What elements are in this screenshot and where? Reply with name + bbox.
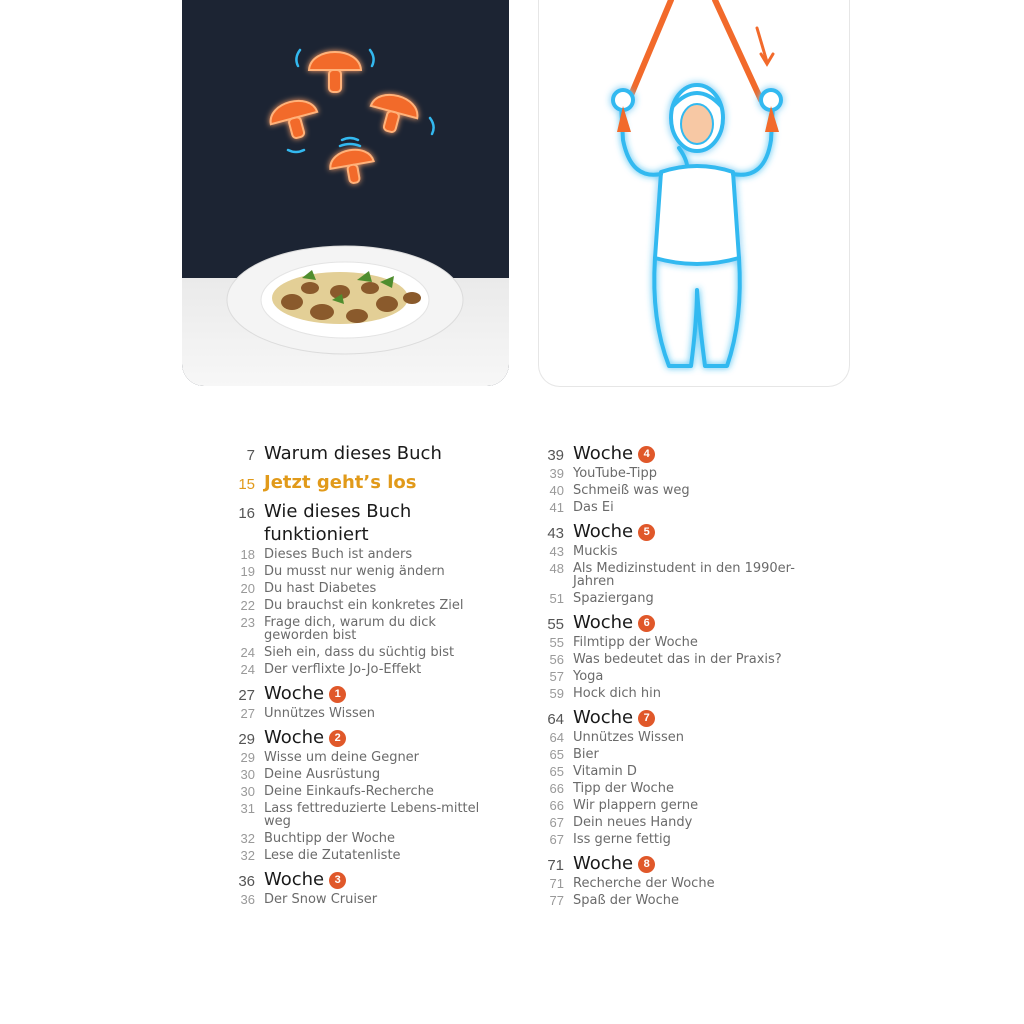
page-number: 59 bbox=[549, 686, 564, 701]
entry-title: Sieh ein, dass du süchtig bist bbox=[264, 645, 455, 660]
toc-subentry bbox=[537, 484, 807, 497]
entry-title: Das Ei bbox=[573, 500, 614, 515]
toc-subentry bbox=[228, 599, 488, 612]
toc-chapter bbox=[228, 868, 488, 891]
toc-chapter bbox=[228, 471, 488, 494]
week-number-badge: 6 bbox=[638, 615, 655, 632]
entry-title: Was bedeutet das in der Praxis? bbox=[573, 652, 782, 667]
toc-chapter bbox=[537, 520, 807, 543]
entry-title: Lass fettreduzierte Lebens-mittel weg bbox=[264, 801, 480, 829]
page-number: 20 bbox=[240, 581, 255, 596]
toc-subentry bbox=[228, 849, 488, 862]
toc-subentry bbox=[228, 616, 488, 642]
week-number-badge: 5 bbox=[638, 524, 655, 541]
risotto-photo bbox=[182, 0, 509, 386]
entry-title: Du musst nur wenig ändern bbox=[264, 564, 445, 579]
page-number: 71 bbox=[547, 857, 564, 874]
toc-subentry bbox=[228, 548, 488, 561]
entry-title: Deine Ausrüstung bbox=[264, 767, 381, 782]
toc-chapter bbox=[228, 682, 488, 705]
week-number-badge: 8 bbox=[638, 856, 655, 873]
toc-subentry bbox=[537, 670, 807, 683]
page-number: 29 bbox=[238, 731, 255, 748]
page-number: 71 bbox=[549, 876, 564, 891]
page-number: 27 bbox=[238, 687, 255, 704]
page-number: 29 bbox=[240, 750, 255, 765]
toc-subentry bbox=[537, 562, 807, 588]
page-number: 43 bbox=[547, 525, 564, 542]
entry-title: Dieses Buch ist anders bbox=[264, 547, 413, 562]
entry-title: Warum dieses Buch bbox=[264, 443, 442, 464]
page-number: 67 bbox=[549, 832, 564, 847]
toc-subentry bbox=[537, 731, 807, 744]
toc-subentry bbox=[537, 545, 807, 558]
toc-subentry bbox=[228, 785, 488, 798]
toc-subentry bbox=[228, 768, 488, 781]
week-number-badge: 4 bbox=[638, 446, 655, 463]
entry-title: Wir plappern gerne bbox=[573, 798, 699, 813]
page-number: 48 bbox=[549, 561, 564, 576]
toc-subentry bbox=[228, 663, 488, 676]
toc-subentry bbox=[228, 832, 488, 845]
toc-subentry bbox=[537, 748, 807, 761]
entry-title: Bier bbox=[573, 747, 599, 762]
week-number-badge: 7 bbox=[638, 710, 655, 727]
entry-title: Woche bbox=[264, 727, 325, 748]
page-number: 23 bbox=[240, 615, 255, 630]
toc-subentry bbox=[537, 877, 807, 890]
entry-title: Frage dich, warum du dick geworden bist bbox=[264, 615, 436, 643]
entry-title: Spaziergang bbox=[573, 591, 654, 606]
entry-title: Recherche der Woche bbox=[573, 876, 715, 891]
page-number: 67 bbox=[549, 815, 564, 830]
entry-title: Woche bbox=[264, 869, 325, 890]
entry-title: Du brauchst ein konkretes Ziel bbox=[264, 598, 464, 613]
page-number: 22 bbox=[240, 598, 255, 613]
page-number: 40 bbox=[549, 483, 564, 498]
page-number: 18 bbox=[240, 547, 255, 562]
entry-title: Yoga bbox=[573, 669, 604, 684]
page-number: 15 bbox=[238, 476, 255, 493]
toc-subentry bbox=[537, 816, 807, 829]
toc-subentry bbox=[537, 833, 807, 846]
page-number: 66 bbox=[549, 798, 564, 813]
entry-title: Dein neues Handy bbox=[573, 815, 693, 830]
entry-title: Hock dich hin bbox=[573, 686, 662, 701]
toc-chapter bbox=[228, 442, 488, 465]
entry-title: Wisse um deine Gegner bbox=[264, 750, 420, 765]
toc-subentry bbox=[537, 799, 807, 812]
entry-title: Lese die Zutatenliste bbox=[264, 848, 401, 863]
page-number: 30 bbox=[240, 767, 255, 782]
page-number: 19 bbox=[240, 564, 255, 579]
page-number: 57 bbox=[549, 669, 564, 684]
entry-title: Muckis bbox=[573, 544, 618, 559]
page-number: 65 bbox=[549, 764, 564, 779]
page-number: 55 bbox=[547, 616, 564, 633]
toc-subentry bbox=[228, 565, 488, 578]
entry-title: Schmeiß was weg bbox=[573, 483, 690, 498]
page-number: 77 bbox=[549, 893, 564, 908]
page-number: 65 bbox=[549, 747, 564, 762]
toc-subentry bbox=[228, 646, 488, 659]
page-number: 32 bbox=[240, 831, 255, 846]
entry-title: Woche bbox=[573, 443, 634, 464]
neon-workout-illustration bbox=[538, 0, 850, 387]
page-number: 55 bbox=[549, 635, 564, 650]
page-number: 31 bbox=[240, 801, 255, 816]
page-number: 56 bbox=[549, 652, 564, 667]
page-number: 32 bbox=[240, 848, 255, 863]
toc-chapter bbox=[537, 611, 807, 634]
page-number: 24 bbox=[240, 662, 255, 677]
entry-title: Als Medizinstudent in den 1990er-Jahren bbox=[573, 561, 795, 589]
entry-title: Tipp der Woche bbox=[573, 781, 674, 796]
toc-subentry bbox=[537, 653, 807, 666]
page-number: 64 bbox=[547, 711, 564, 728]
toc-subentry bbox=[537, 467, 807, 480]
toc-subentry bbox=[228, 751, 488, 764]
entry-title: Woche bbox=[264, 683, 325, 704]
toc-right-column bbox=[537, 436, 807, 911]
page-number: 36 bbox=[240, 892, 255, 907]
page-number: 39 bbox=[547, 447, 564, 464]
entry-title: Der Snow Cruiser bbox=[264, 892, 378, 907]
toc-chapter bbox=[537, 442, 807, 465]
week-number-badge: 3 bbox=[329, 872, 346, 889]
toc-subentry bbox=[228, 893, 488, 906]
page-number: 64 bbox=[549, 730, 564, 745]
week-number-badge: 2 bbox=[329, 730, 346, 747]
page-number: 7 bbox=[246, 447, 255, 464]
toc-left-column bbox=[228, 436, 488, 910]
entry-title: Buchtipp der Woche bbox=[264, 831, 396, 846]
entry-title: Deine Einkaufs-Recherche bbox=[264, 784, 434, 799]
entry-title: Der verflixte Jo-Jo-Effekt bbox=[264, 662, 422, 677]
entry-title: Du hast Diabetes bbox=[264, 581, 377, 596]
entry-title: Vitamin D bbox=[573, 764, 637, 779]
entry-title: Filmtipp der Woche bbox=[573, 635, 698, 650]
arrow-down-icon bbox=[757, 28, 773, 64]
entry-title: Wie dieses Buch funktioniert bbox=[264, 501, 412, 545]
entry-title: Jetzt geht’s los bbox=[264, 472, 417, 493]
toc-subentry bbox=[537, 765, 807, 778]
page-number: 16 bbox=[238, 505, 255, 522]
toc-subentry bbox=[537, 782, 807, 795]
toc-subentry bbox=[537, 501, 807, 514]
entry-title: Woche bbox=[573, 853, 634, 874]
toc-chapter bbox=[228, 500, 488, 546]
toc-subentry bbox=[537, 687, 807, 700]
toc-subentry bbox=[537, 592, 807, 605]
page-number: 24 bbox=[240, 645, 255, 660]
toc-chapter bbox=[537, 706, 807, 729]
toc-subentry bbox=[228, 707, 488, 720]
page-number: 51 bbox=[549, 591, 564, 606]
toc-subentry bbox=[228, 802, 488, 828]
toc-subentry bbox=[537, 894, 807, 907]
entry-title: YouTube-Tipp bbox=[573, 466, 658, 481]
entry-title: Spaß der Woche bbox=[573, 893, 679, 908]
toc-chapter bbox=[537, 852, 807, 875]
entry-title: Unnützes Wissen bbox=[264, 706, 376, 721]
entry-title: Woche bbox=[573, 521, 634, 542]
page-number: 36 bbox=[238, 873, 255, 890]
toc-subentry bbox=[537, 636, 807, 649]
toc-chapter bbox=[228, 726, 488, 749]
toc-subentry bbox=[228, 582, 488, 595]
entry-title: Woche bbox=[573, 707, 634, 728]
page-number: 30 bbox=[240, 784, 255, 799]
entry-title: Unnützes Wissen bbox=[573, 730, 685, 745]
page-number: 41 bbox=[549, 500, 564, 515]
page-number: 66 bbox=[549, 781, 564, 796]
page-number: 39 bbox=[549, 466, 564, 481]
page-number: 43 bbox=[549, 544, 564, 559]
entry-title: Woche bbox=[573, 612, 634, 633]
entry-title: Iss gerne fettig bbox=[573, 832, 671, 847]
page-number: 27 bbox=[240, 706, 255, 721]
week-number-badge: 1 bbox=[329, 686, 346, 703]
